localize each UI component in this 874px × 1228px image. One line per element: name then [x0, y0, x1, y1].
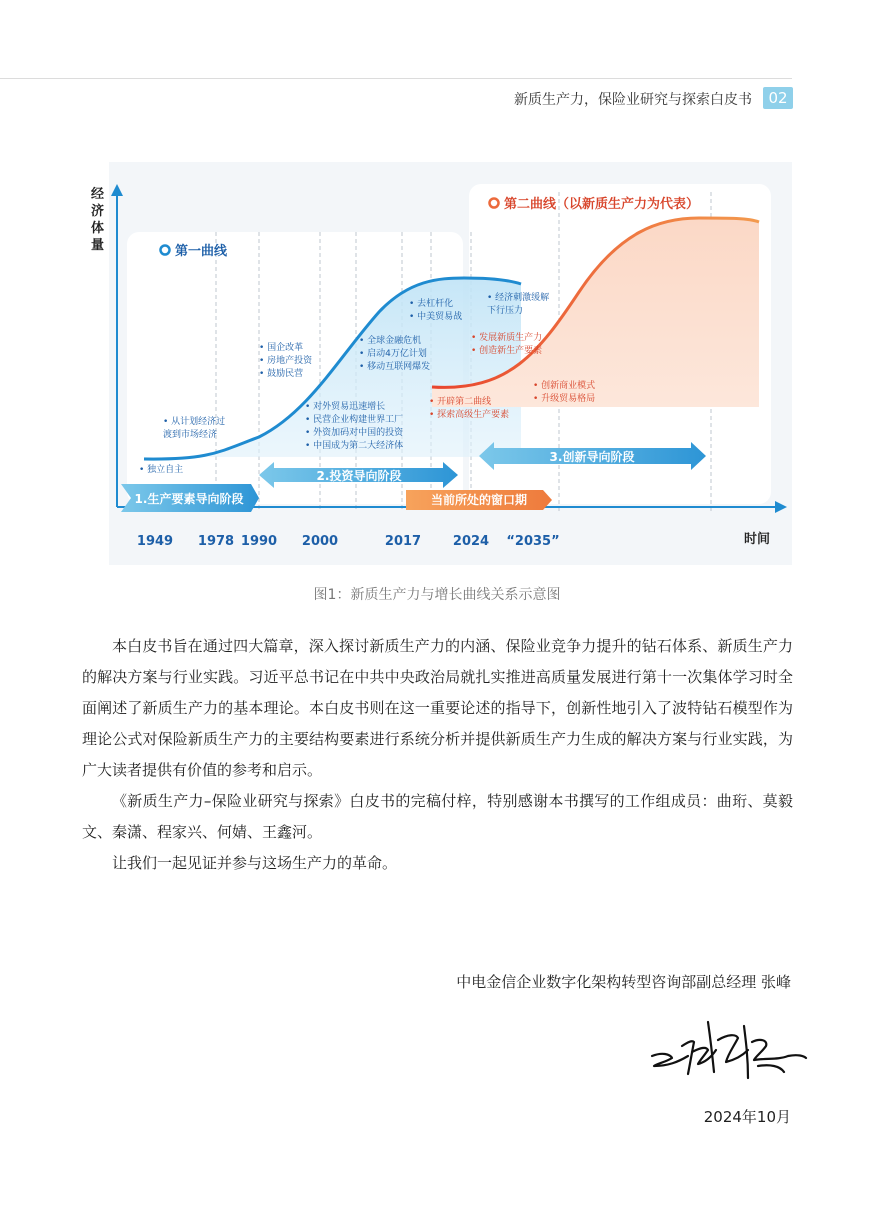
annotation-guoqi: • 国企改革	[259, 343, 304, 353]
annotation-tansuo: • 探索高级生产要素	[429, 410, 510, 420]
annotation-jihua-1: • 从计划经济过	[163, 417, 226, 427]
stage3-label: 3.创新导向阶段	[549, 450, 635, 464]
annotation-duli: • 独立自主	[139, 465, 184, 475]
annotation-jinrong: • 全球金融危机	[359, 336, 422, 346]
paragraph-closing: 让我们一起见证并参与这场生产力的革命。	[112, 854, 398, 872]
annotation-maoyigeju: • 升级贸易格局	[533, 394, 596, 404]
paragraph-intro: 本白皮书旨在通过四大篇章，深入探讨新质生产力的内涵、保险业竞争力提升的钻石体系、新质生产力的解决方案与行业实践。习近平总书记在中共中央政治局就扎实推进高质量发展进行第十一次集体学习时全面阐述了新质生产力的基本理论。本白皮书则在这一重要论述的指导下，创新性地引入了波特钻石模型作为理论公式对保险新质生产力的主要结构要素进行系统分析并提供新质生产力生成的解决方案与行业实践，为广大读者提供有价值的参考和启示。	[82, 637, 793, 779]
annotation-maoyi: • 对外贸易迅速增长	[305, 402, 386, 412]
growth-curve-diagram	[91, 162, 792, 565]
window-arrow	[406, 490, 552, 510]
y-axis-label	[91, 186, 104, 253]
annotation-ciji-2: 下行压力	[487, 306, 524, 316]
annotation-minying: • 鼓励民营	[259, 369, 304, 379]
annotation-hulianwang: • 移动互联网爆发	[359, 362, 431, 372]
handwritten-signature	[648, 1012, 808, 1092]
annotation-dierda: • 中国成为第二大经济体	[305, 441, 404, 451]
year-2000: 2000	[301, 534, 339, 549]
date-line: 2024年10月	[703, 1108, 791, 1126]
year-1978: 1978	[197, 534, 235, 549]
curve1-title: 第一曲线	[175, 244, 228, 259]
figure-caption: 图1：新质生产力与增长曲线关系示意图	[313, 587, 561, 603]
stage-arrow-1	[121, 484, 259, 512]
signer-line: 中电金信企业数字化架构转型咨询部副总经理 张峰	[456, 973, 791, 991]
annotation-waizi: • 外资加码对中国的投资	[305, 428, 404, 438]
year-2035: “2035”	[506, 534, 560, 549]
annotation-quganggan: • 去杠杆化	[409, 299, 454, 309]
svg-text:体: 体	[91, 221, 105, 236]
annotation-4wanyi: • 启动4万亿计划	[359, 349, 427, 359]
stage2-label: 2.投资导向阶段	[316, 469, 402, 483]
annotation-jihua-2: 渡到市场经济	[163, 430, 218, 440]
stage1-label: 1.生产要素导向阶段	[134, 492, 244, 506]
paragraph-thanks: 《新质生产力–保险业研究与探索》白皮书的完稿付梓，特别感谢本书撰写的工作组成员：曲珩、莫毅文、秦潇、程家兴、何婧、王鑫河。	[82, 792, 793, 841]
page-number-badge: 02	[763, 87, 793, 109]
year-2017: 2017	[384, 534, 422, 549]
svg-text:量: 量	[91, 238, 105, 253]
year-2024: 2024	[452, 534, 490, 549]
year-1949: 1949	[136, 534, 174, 549]
year-1990: 1990	[240, 534, 278, 549]
svg-text:济: 济	[91, 204, 105, 219]
annotation-chuangzao: • 创造新生产要素	[471, 346, 543, 356]
curve2-title: 第二曲线（以新质生产力为代表）	[504, 197, 700, 212]
window-label: 当前所处的窗口期	[430, 493, 528, 507]
header-title: 新质生产力，保险业研究与探索白皮书	[514, 92, 752, 108]
annotation-gongchang: • 民营企业构建世界工厂	[305, 415, 404, 425]
annotation-fazhan: • 发展新质生产力	[471, 333, 543, 343]
year-labels	[137, 534, 560, 549]
annotation-fangdichan: • 房地产投资	[259, 356, 313, 366]
header-rule	[0, 78, 792, 79]
annotation-shangye: • 创新商业模式	[533, 381, 596, 391]
annotation-kaipi: • 开辟第二曲线	[429, 397, 492, 407]
annotation-ciji-1: • 经济刺激缓解	[487, 293, 550, 303]
body-text	[82, 631, 793, 879]
annotation-maoyizhan: • 中美贸易战	[409, 312, 463, 322]
svg-text:经: 经	[91, 187, 105, 202]
x-axis-label: 时间	[743, 532, 771, 547]
growth-curve-figure	[91, 162, 792, 565]
